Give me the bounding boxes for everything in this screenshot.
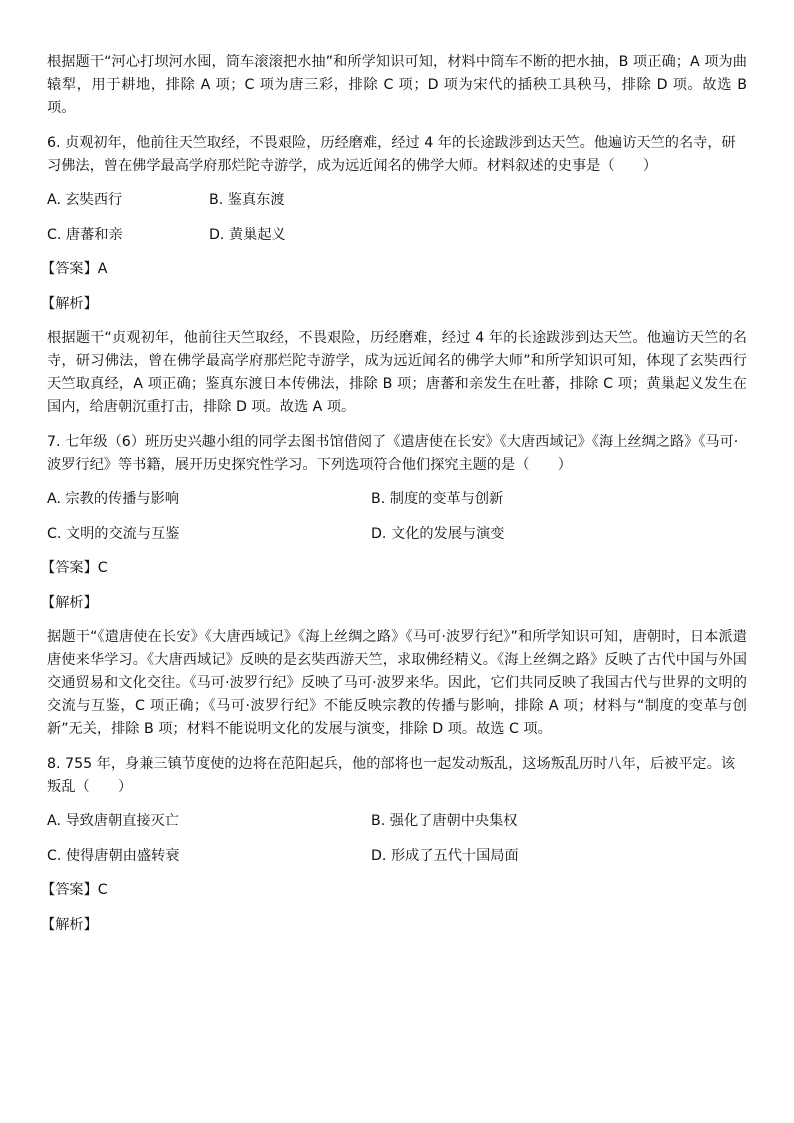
q7-options-row1 — [47, 488, 747, 511]
analysis-q5-text: 根据题干“河心打坝河水囤，筒车滚滚把水抽”和所学知识可知，材料中筒车不断的把水抽，B 项正确；A 项为曲辕犁，用于耕地，排除 A 项；C 项为唐三彩，排除 C 项；D 项为宋代的插秧工具秧马，排除 D 项。故选 B 项。 — [47, 54, 747, 116]
q7-analysis-text: 据题干“《遣唐使在长安》《大唐西域记》《海上丝绸之路》《马可·波罗行纪》”和所学知识可知，唐朝时，日本派遣唐使来华学习。《大唐西域记》反映的是玄奘西游天竺，求取佛经精义。《海上丝绸之路》反映了古代中国与外国交通贸易和文化交往。《马可·波罗行纪》反映了马可·波罗来华。因此，它们共同反映了我国古代与世界的文明的交流与互鉴，C 项正确；《马可·波罗行纪》不能反映宗教的传播与影响，排除 A 项；材料与“制度的变革与创新”无关，排除 B 项；材料不能说明文化的发展与演变，排除 D 项。故选 C 项。 — [47, 629, 747, 737]
q6-analysis-label: 【解析】 — [41, 295, 98, 312]
option-b: D. 形成了五代十国局面 — [371, 847, 519, 864]
q7-answer: 【答案】C — [41, 560, 108, 576]
q8-options-row2 — [47, 845, 747, 868]
q8-answer: 【答案】C — [41, 882, 108, 898]
option-b: D. 黄巢起义 — [209, 226, 286, 243]
option-b: B. 制度的变革与创新 — [371, 491, 504, 507]
option-a: A. 玄奘西行 — [47, 192, 123, 208]
q6-answer: 【答案】A — [41, 261, 108, 277]
question-8: 8. 755 年，身兼三镇节度使的边将在范阳起兵，他的部将也一起发动叛乱，这场叛乱历时八年，后被平定。该叛乱（ ） — [47, 755, 736, 795]
option-b: D. 文化的发展与演变 — [371, 525, 505, 542]
option-b: B. 鉴真东渡 — [209, 192, 285, 208]
q6-options-row1 — [47, 189, 747, 212]
q7-analysis-label: 【解析】 — [41, 594, 98, 611]
q7-options-row2 — [47, 523, 747, 546]
q8-analysis-label: 【解析】 — [41, 916, 98, 933]
option-a: C. 使得唐朝由盛转衰 — [47, 847, 180, 864]
option-b: B. 强化了唐朝中央集权 — [371, 813, 518, 829]
document-page — [41, 51, 747, 948]
option-a: A. 导致唐朝直接灭亡 — [47, 813, 179, 829]
question-6: 6. 贞观初年，他前往天竺取经，不畏艰险，历经磨难，经过 4 年的长途跋涉到达天竺。他遍访天竺的名寺，研习佛法，曾在佛学最高学府那烂陀寺游学，成为远近闻名的佛学大师。材料叙述的史事是（ ） — [47, 134, 736, 174]
option-a: C. 文明的交流与互鉴 — [47, 525, 180, 542]
option-a: A. 宗教的传播与影响 — [47, 491, 179, 507]
q6-analysis-text: 根据题干“贞观初年，他前往天竺取经，不畏艰险，历经磨难，经过 4 年的长途跋涉到达天竺。他遍访天竺的名寺，研习佛法，曾在佛学最高学府那烂陀寺游学，成为远近闻名的佛学大师”和所学知识可知，体现了玄奘西行天竺取真经，A 项正确；鉴真东渡日本传佛法，排除 B 项；唐蕃和亲发生在吐蕃，排除 C 项；黄巢起义发生在国内，给唐朝沉重打击，排除 D 项。故选 A 项。 — [47, 330, 747, 415]
question-7: 7. 七年级（6）班历史兴趣小组的同学去图书馆借阅了《遣唐使在长安》《大唐西域记》《海上丝绸之路》《马可·波罗行纪》等书籍，展开历史探究性学习。下列选项符合他们探究主题的是（ ） — [47, 433, 739, 473]
q8-options-row1 — [47, 810, 747, 833]
q6-options-row2 — [47, 224, 747, 247]
option-a: C. 唐蕃和亲 — [47, 226, 123, 243]
